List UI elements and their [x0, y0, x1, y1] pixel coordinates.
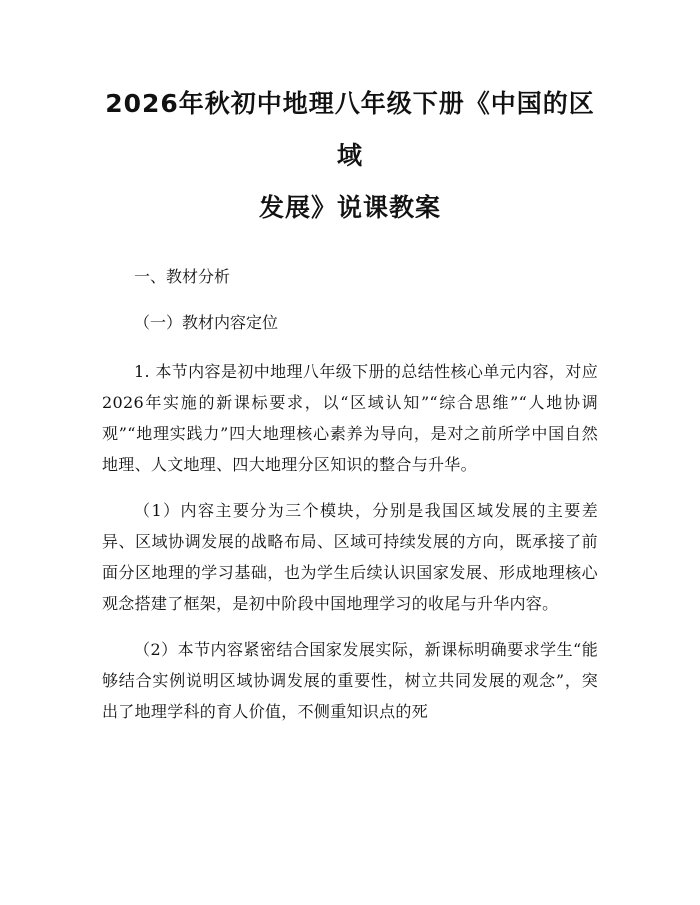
subsection-heading: （一）教材内容定位 — [134, 313, 279, 332]
title-line-1: 2026年秋初中地理八年级下册《中国的区域 — [105, 89, 595, 170]
paragraph-3: （2）本节内容紧密结合国家发展实际，新课标明确要求学生“能够结合实例说明区域协调发展的重要性，树立共同发展的观念”，突出了地理学科的育人价值，不侧重知识点的死 — [102, 640, 598, 721]
section-heading: 一、教材分析 — [134, 267, 231, 286]
paragraph-1: 1. 本节内容是初中地理八年级下册的总结性核心单元内容，对应2026年实施的新课标要求，以“区域认知”“综合思维”“人地协调观”“地理实践力”四大地理核心素养为导向，是对之前所学中国自然地理、人文地理、四大地理分区知识的整合与升华。 — [102, 362, 598, 474]
title-line-2: 发展》说课教案 — [258, 193, 441, 222]
document-title — [102, 78, 598, 234]
paragraph-2: （1）内容主要分为三个模块，分别是我国区域发展的主要差异、区域协调发展的战略布局、区域可持续发展的方向，既承接了前面分区地理的学习基础，也为学生后续认识国家发展、形成地理核心观念搭建了框架，是初中阶段中国地理学习的收尾与升华内容。 — [102, 501, 598, 613]
